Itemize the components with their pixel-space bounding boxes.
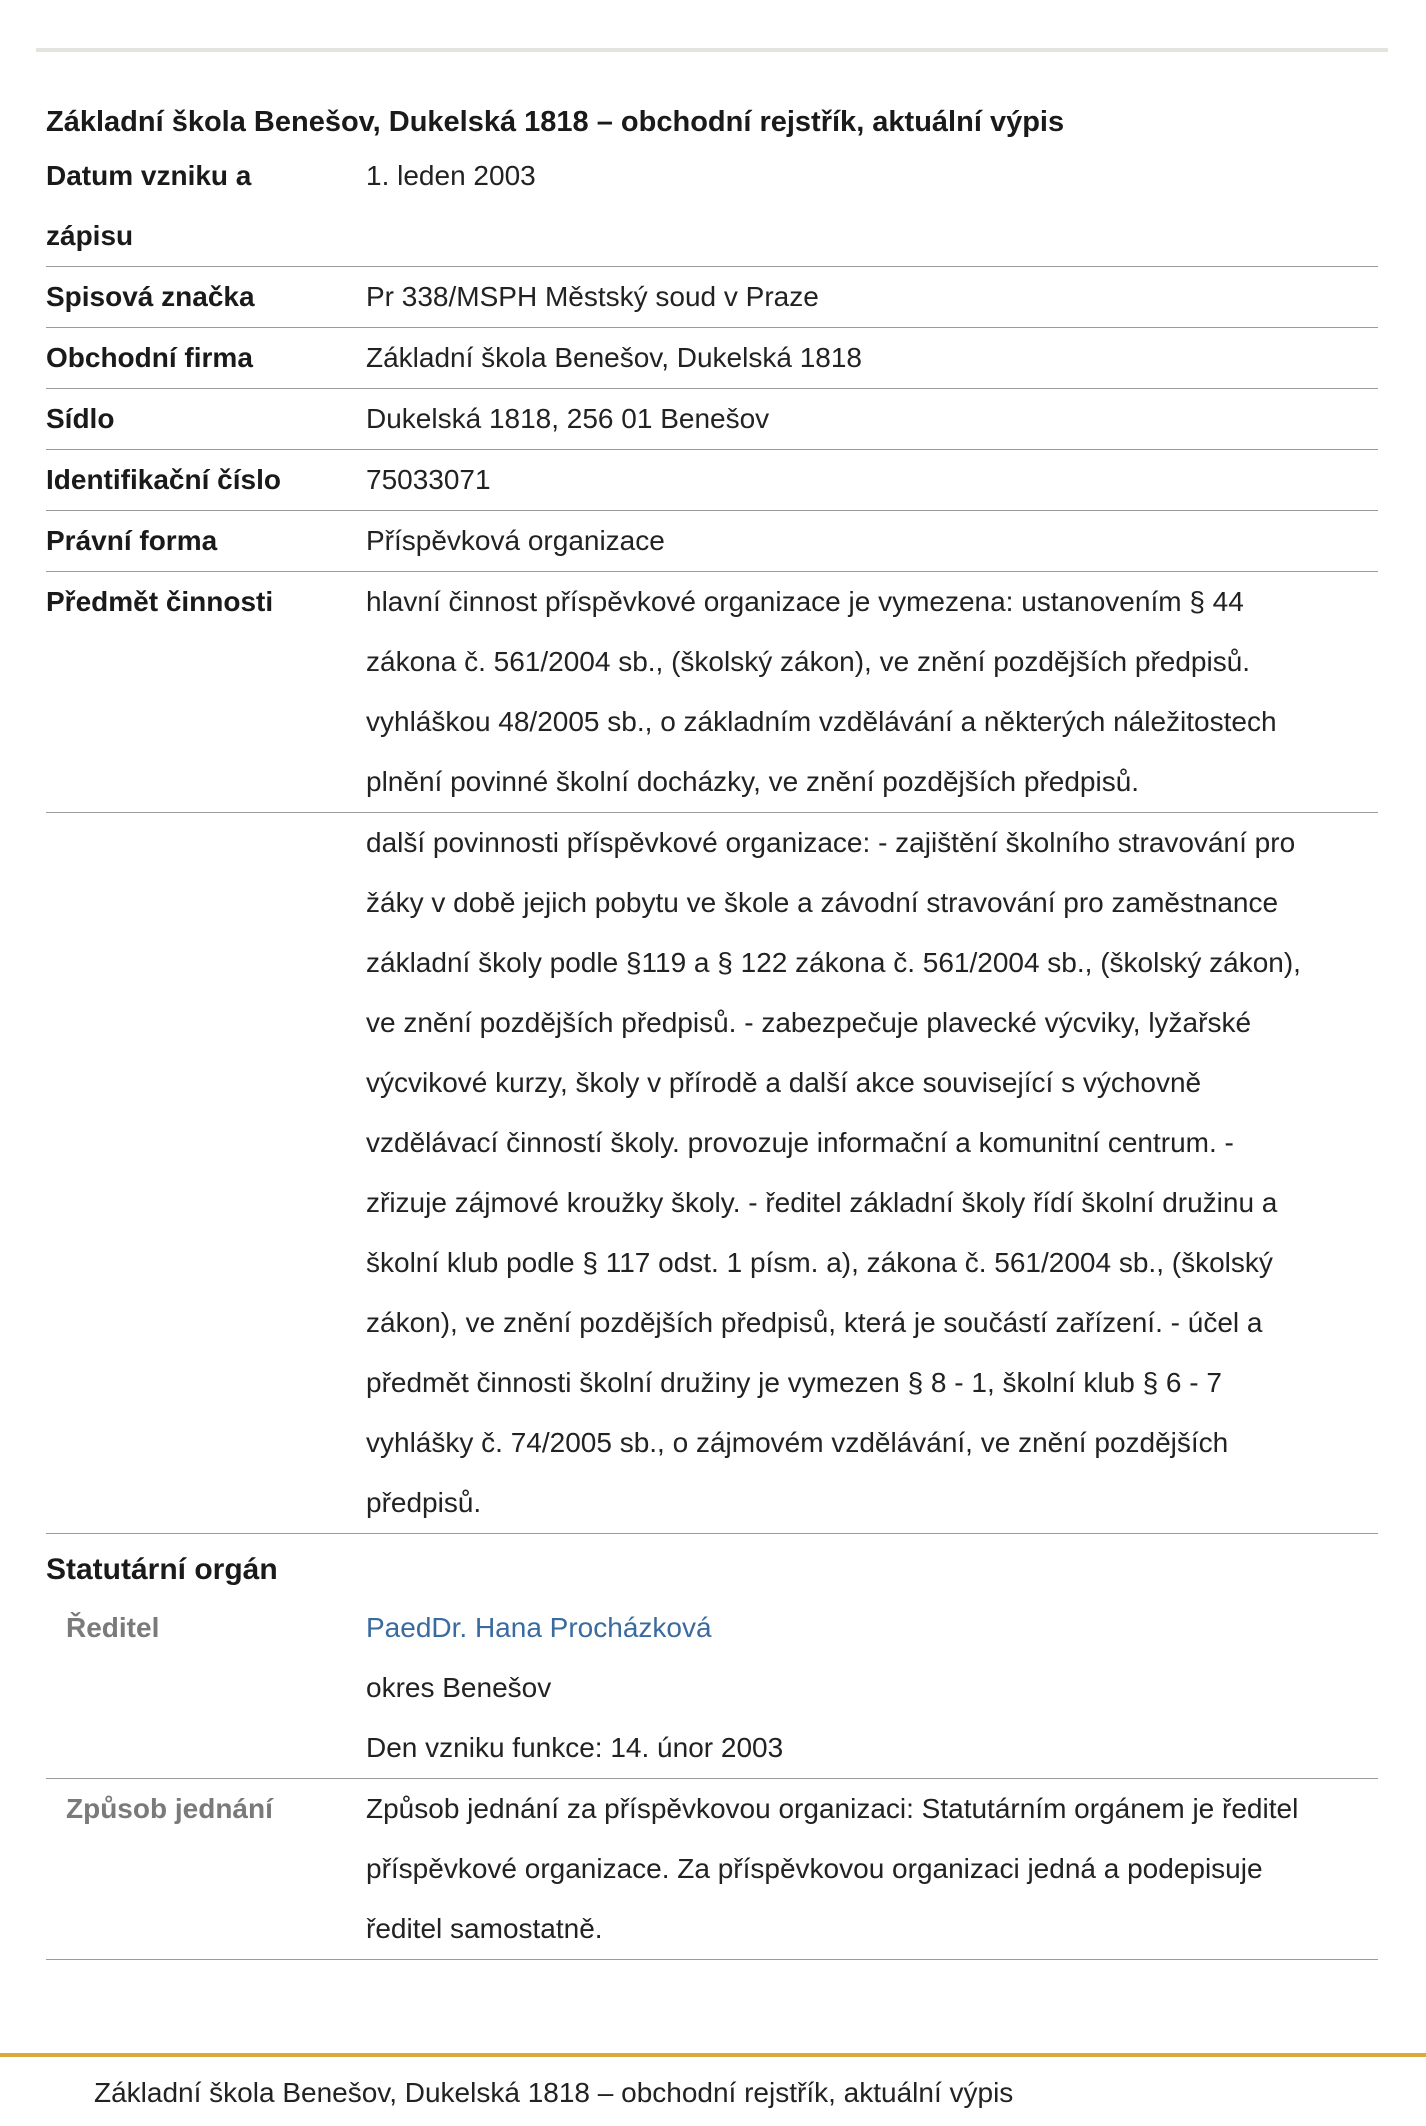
text-line: výcvikové kurzy, školy v přírodě a další akce související s výchovně xyxy=(366,1067,1202,1098)
reditel-okres: okres Benešov xyxy=(366,1672,552,1703)
register-card xyxy=(36,48,1388,2008)
field-row-obchodni-firma xyxy=(46,328,1378,389)
field-label-line: zápisu xyxy=(46,220,134,251)
section-title-statutarni-organ: Statutární orgán xyxy=(46,1553,278,1586)
text-line: Způsob jednání za příspěvkovou organizaci: Statutárním orgánem je ředitel xyxy=(366,1793,1299,1824)
field-value: Pr 338/MSPH Městský soud v Praze xyxy=(366,281,819,312)
field-value xyxy=(366,1598,1378,1778)
register-content xyxy=(46,102,1378,1960)
field-row-reditel xyxy=(46,1598,1378,1779)
field-label-line: Datum vzniku a xyxy=(46,160,252,191)
field-row-pravni-forma xyxy=(46,511,1378,572)
text-line: předpisů. xyxy=(366,1487,482,1518)
text-line: plnění povinné školní docházky, ve znění pozdějších předpisů. xyxy=(366,766,1140,797)
text-line: žáky v době jejich pobytu ve škole a závodní stravování pro zaměstnance xyxy=(366,887,1279,918)
footer-bar xyxy=(0,2053,1426,2126)
text-line: vyhlášky č. 74/2005 sb., o zájmovém vzdělávání, ve znění pozdějších xyxy=(366,1427,1229,1458)
page-title: Základní škola Benešov, Dukelská 1818 – obchodní rejstřík, aktuální výpis xyxy=(46,106,1065,138)
field-row-identifikacni-cislo xyxy=(46,450,1378,511)
field-label: Obchodní firma xyxy=(46,342,253,373)
reditel-name-link[interactable]: PaedDr. Hana Procházková xyxy=(366,1612,712,1643)
text-line: zákona č. 561/2004 sb., (školský zákon), ve znění pozdějších předpisů. xyxy=(366,646,1251,677)
field-row-predmet-cinnosti-continued xyxy=(46,813,1378,1534)
text-line: základní školy podle §119 a § 122 zákona č. 561/2004 sb., (školský zákon), xyxy=(366,947,1301,978)
field-label: Sídlo xyxy=(46,403,115,434)
text-line: vyhláškou 48/2005 sb., o základním vzdělávání a některých náležitostech xyxy=(366,706,1277,737)
text-line: hlavní činnost příspěvkové organizace je vymezena: ustanovením § 44 xyxy=(366,586,1244,617)
text-line: ve znění pozdějších předpisů. - zabezpečuje plavecké výcviky, lyžařské xyxy=(366,1007,1252,1038)
field-value xyxy=(366,813,1378,1533)
field-row-zpusob-jednani xyxy=(46,1779,1378,1960)
field-value: Příspěvková organizace xyxy=(366,525,665,556)
field-value: Dukelská 1818, 256 01 Benešov xyxy=(366,403,770,434)
field-value xyxy=(366,1779,1378,1959)
text-line: předmět činnosti školní družiny je vymezen § 8 - 1, školní klub § 6 - 7 xyxy=(366,1367,1222,1398)
field-label: Ředitel xyxy=(66,1612,160,1643)
field-value: 1. leden 2003 xyxy=(366,160,536,191)
reditel-den-vzniku: Den vzniku funkce: 14. únor 2003 xyxy=(366,1732,784,1763)
text-line: zřizuje zájmové kroužky školy. - ředitel základní školy řídí školní družinu a xyxy=(366,1187,1278,1218)
text-line: školní klub podle § 117 odst. 1 písm. a), zákona č. 561/2004 sb., (školský xyxy=(366,1247,1273,1278)
text-line: další povinnosti příspěvkové organizace: - zajištění školního stravování pro xyxy=(366,827,1296,858)
field-row-spisova-znacka xyxy=(46,267,1378,328)
field-row-sidlo xyxy=(46,389,1378,450)
field-label: Spisová značka xyxy=(46,281,255,312)
field-label: Identifikační číslo xyxy=(46,464,281,495)
field-value: Základní škola Benešov, Dukelská 1818 xyxy=(366,342,862,373)
field-value: 75033071 xyxy=(366,464,491,495)
text-line: příspěvkové organizace. Za příspěvkovou organizaci jedná a podepisuje xyxy=(366,1853,1263,1884)
footer-title: Základní škola Benešov, Dukelská 1818 – obchodní rejstřík, aktuální výpis xyxy=(94,2077,1014,2108)
field-label: Způsob jednání xyxy=(66,1793,273,1824)
field-row-datum-vzniku xyxy=(46,146,1378,267)
field-label xyxy=(46,146,366,266)
text-line: vzdělávací činností školy. provozuje informační a komunitní centrum. - xyxy=(366,1127,1234,1158)
field-label: Předmět činnosti xyxy=(46,586,274,617)
field-label: Právní forma xyxy=(46,525,218,556)
text-line: zákon), ve znění pozdějších předpisů, která je součástí zařízení. - účel a xyxy=(366,1307,1263,1338)
field-row-predmet-cinnosti xyxy=(46,572,1378,813)
field-label-empty xyxy=(46,813,366,1533)
field-value xyxy=(366,572,1378,812)
text-line: ředitel samostatně. xyxy=(366,1913,603,1944)
